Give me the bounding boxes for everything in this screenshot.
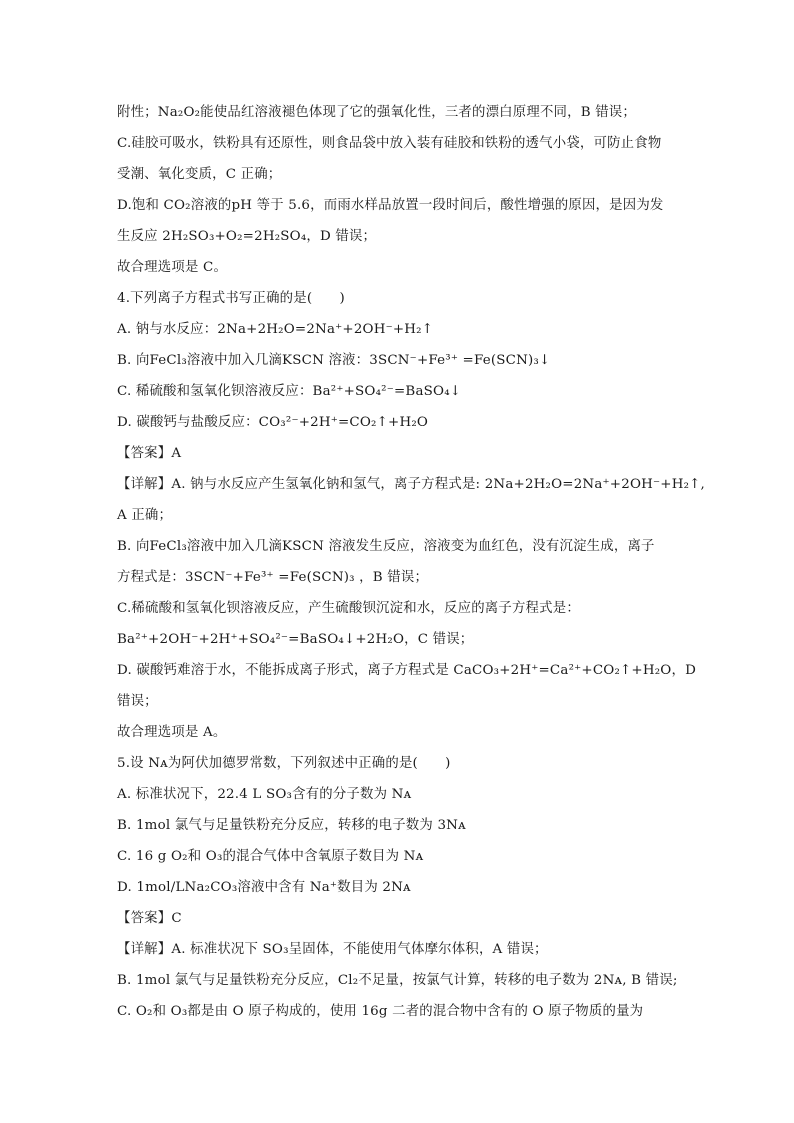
document-page — [117, 97, 706, 1027]
question-5-explanation: 【详解】A. 标准状况下 SO₃呈固体，不能使用气体摩尔体积，A 错误； — [117, 942, 548, 957]
text-line: 故合理选项是 A。 — [117, 725, 227, 740]
text-line: 受潮、氧化变质，C 正确； — [117, 167, 282, 182]
question-4-explanation: 【详解】A. 钠与水反应产生氢氧化钠和氢气，离子方程式是: 2Na+2H₂O=2Na⁺+2OH⁻+H₂↑, — [117, 477, 706, 492]
text-line: B. 1mol 氯气与足量铁粉充分反应，Cl₂不足量，按氯气计算，转移的电子数为 2Nᴀ, B 错误; — [117, 973, 678, 988]
question-4-option-d: D. 碳酸钙与盐酸反应：CO₃²⁻+2H⁺=CO₂↑+H₂O — [117, 415, 429, 430]
text-line: A 正确； — [117, 508, 173, 523]
text-line: 错误； — [117, 694, 158, 709]
text-line: C.稀硫酸和氢氧化钡溶液反应，产生硫酸钡沉淀和水，反应的离子方程式是： — [117, 601, 580, 616]
question-5-option-a: A. 标准状况下，22.4 L SO₃含有的分子数为 Nᴀ — [117, 787, 412, 802]
text-line: C.硅胶可吸水，铁粉具有还原性，则食品袋中放入装有硅胶和铁粉的透气小袋，可防止食物 — [117, 136, 662, 151]
text-line: D. 碳酸钙难溶于水，不能拆成离子形式，离子方程式是 CaCO₃+2H⁺=Ca²⁺+CO₂↑+H₂O，D — [117, 663, 697, 678]
text-line: B. 向FeCl₃溶液中加入几滴KSCN 溶液发生反应，溶液变为血红色，没有沉淀生成，离子 — [117, 539, 655, 554]
text-line: D.饱和 CO₂溶液的pH 等于 5.6，而雨水样品放置一段时间后，酸性增强的原因，是因为发 — [117, 198, 664, 213]
text-line: C. O₂和 O₃都是由 O 原子构成的，使用 16g 二者的混合物中含有的 O 原子物质的量为 — [117, 1004, 644, 1019]
text-line: 生反应 2H₂SO₃+O₂=2H₂SO₄，D 错误； — [117, 229, 377, 244]
question-4-option-c: C. 稀硫酸和氢氧化钡溶液反应：Ba²⁺+SO₄²⁻=BaSO₄↓ — [117, 384, 462, 399]
question-4-option-a: A. 钠与水反应：2Na+2H₂O=2Na⁺+2OH⁻+H₂↑ — [117, 322, 434, 337]
question-5-option-d: D. 1mol/LNa₂CO₃溶液中含有 Na⁺数目为 2Nᴀ — [117, 880, 411, 895]
question-5-option-b: B. 1mol 氯气与足量铁粉充分反应，转移的电子数为 3Nᴀ — [117, 818, 466, 833]
question-5-option-c: C. 16 g O₂和 O₃的混合气体中含氧原子数目为 Nᴀ — [117, 849, 424, 864]
text-line: 方程式是：3SCN⁻+Fe³⁺ =Fe(SCN)₃ ，B 错误； — [117, 570, 429, 585]
question-5-stem: 5.设 Nᴀ为阿伏加德罗常数，下列叙述中正确的是( ) — [117, 756, 451, 771]
text-line: 附性；Na₂O₂能使品红溶液褪色体现了它的强氧化性，三者的漂白原理不同，B 错误； — [117, 105, 636, 120]
question-4-answer: 【答案】A — [117, 446, 182, 461]
question-4-option-b: B. 向FeCl₃溶液中加入几滴KSCN 溶液：3SCN⁻+Fe³⁺ =Fe(SCN)₃↓ — [117, 353, 551, 368]
question-5-answer: 【答案】C — [117, 911, 182, 926]
text-line: Ba²⁺+2OH⁻+2H⁺+SO₄²⁻=BaSO₄↓+2H₂O，C 错误； — [117, 632, 474, 647]
question-4-stem: 4.下列离子方程式书写正确的是( ) — [117, 291, 345, 306]
text-line: 故合理选项是 C。 — [117, 260, 228, 275]
